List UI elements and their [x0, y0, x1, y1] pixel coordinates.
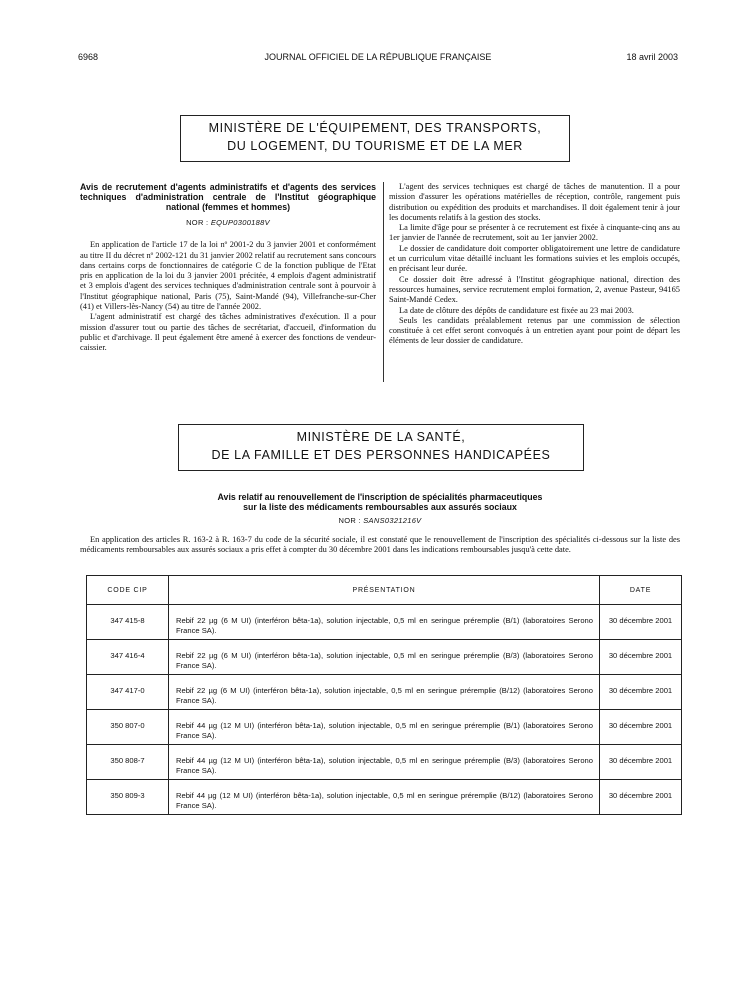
cell-code: 350 807-0: [87, 710, 169, 745]
journal-title: JOURNAL OFFICIEL DE LA RÉPUBLIQUE FRANÇAISE: [264, 52, 492, 62]
ministry-heading-equipement: [180, 115, 570, 162]
paragraph: La limite d'âge pour se présenter à ce recrutement est fixée à cinquante-cinq ans au 1er janvier de l'année de recrutement, soit au 1er janvier 2002.: [389, 223, 680, 243]
cell-presentation: Rebif 44 µg (12 M UI) (interféron bêta-1a), solution injectable, 0,5 ml en seringue préremplie (B/12) (laboratoires Serono France SA).: [169, 780, 600, 815]
cell-presentation: Rebif 44 µg (12 M UI) (interféron bêta-1a), solution injectable, 0,5 ml en seringue préremplie (B/1) (laboratoires Serono France SA).: [169, 710, 600, 745]
ministry-heading-line: MINISTÈRE DE L'ÉQUIPEMENT, DES TRANSPORTS,: [208, 121, 542, 135]
cell-date: 30 décembre 2001: [600, 745, 682, 780]
avis2-nor: [80, 516, 680, 525]
paragraph: L'agent administratif est chargé des tâches administratives d'exécution. Il a pour mission d'assurer tout ou partie des tâches de secrétariat, d'accueil, d'information du public et d'archivage. Il peut également être amené à exercer des fonctions de vendeur-caissier.: [80, 312, 376, 353]
column-header-code: CODE CIP: [87, 576, 169, 605]
ministry-heading-line: DU LOGEMENT, DU TOURISME ET DE LA MER: [227, 139, 523, 153]
publication-date: 18 avril 2003: [626, 52, 678, 62]
cell-date: 30 décembre 2001: [600, 710, 682, 745]
paragraph: Seuls les candidats préalablement retenus par une commission de sélection constituée à cet effet seront convoqués à un entretien ayant pour point de départ les éléments de leur dossier de candidature.: [389, 315, 680, 346]
table-header-row: [87, 576, 682, 605]
paragraph: Ce dossier doit être adressé à l'Institut géographique national, direction des ressources humaines, service recrutement emploi formation, 2, avenue Pasteur, 94165 Saint-Mandé Cedex.: [389, 274, 680, 305]
cell-presentation: Rebif 22 µg (6 M UI) (interféron bêta-1a), solution injectable, 0,5 ml en seringue préremplie (B/1) (laboratoires Serono France SA).: [169, 605, 600, 640]
cell-code: 347 416-4: [87, 640, 169, 675]
cell-date: 30 décembre 2001: [600, 675, 682, 710]
avis1-nor: [80, 218, 376, 228]
table-row: [87, 605, 682, 640]
cell-code: 347 417-0: [87, 675, 169, 710]
ministry-heading-line: MINISTÈRE DE LA SANTÉ,: [296, 430, 466, 444]
nor-code: SANS0321216V: [363, 516, 422, 525]
column-header-presentation: PRÉSENTATION: [169, 576, 600, 605]
avis2-section: [80, 492, 680, 556]
cell-date: 30 décembre 2001: [600, 640, 682, 675]
cell-date: 30 décembre 2001: [600, 780, 682, 815]
ministry-heading-line: DE LA FAMILLE ET DES PERSONNES HANDICAPÉES: [211, 448, 551, 462]
cell-code: 350 808-7: [87, 745, 169, 780]
avis2-title-line: Avis relatif au renouvellement de l'inscription de spécialités pharmaceutiques: [217, 492, 543, 502]
column-header-date: DATE: [600, 576, 682, 605]
avis1-right-column: [389, 182, 680, 347]
cell-presentation: Rebif 22 µg (6 M UI) (interféron bêta-1a), solution injectable, 0,5 ml en seringue préremplie (B/12) (laboratoires Serono France SA).: [169, 675, 600, 710]
avis2-title-line: sur la liste des médicaments remboursables aux assurés sociaux: [243, 502, 517, 512]
cell-presentation: Rebif 44 µg (12 M UI) (interféron bêta-1a), solution injectable, 0,5 ml en seringue préremplie (B/3) (laboratoires Serono France SA).: [169, 745, 600, 780]
specialites-table: [86, 575, 682, 815]
avis2-intro: En application des articles R. 163-2 à R. 163-7 du code de la sécurité sociale, il est constaté que le renouvellement de l'inscription des spécialités ci-dessous sur la liste des médicaments remboursables aux assurés sociaux a pris effet à compter du 30 décembre 2001 dans les indications remboursables jusqu'à cette date.: [80, 535, 680, 555]
paragraph: La date de clôture des dépôts de candidature est fixée au 23 mai 2003.: [399, 305, 634, 315]
table-row: [87, 710, 682, 745]
nor-code: EQUP0300188V: [210, 218, 270, 227]
nor-label: NOR :: [338, 516, 361, 525]
table-row: [87, 780, 682, 815]
cell-code: 347 415-8: [87, 605, 169, 640]
paragraph: Le dossier de candidature doit comporter obligatoirement une lettre de candidature et un curriculum vitae détaillé incluant les formations suivies et les emplois occupés, en précisant leur durée.: [389, 243, 680, 274]
table-row: [87, 675, 682, 710]
page-number: 6968: [78, 52, 99, 62]
avis1-title: Avis de recrutement d'agents administratifs et d'agents des services techniques d'administration centrale de l'Institut géographique national (femmes et hommes): [80, 182, 376, 212]
table-row: [87, 745, 682, 780]
page-header: [78, 52, 678, 66]
avis1-left-column: [80, 182, 376, 354]
table-row: [87, 640, 682, 675]
column-divider: [383, 182, 384, 382]
cell-presentation: Rebif 22 µg (6 M UI) (interféron bêta-1a), solution injectable, 0,5 ml en seringue préremplie (B/3) (laboratoires Serono France SA).: [169, 640, 600, 675]
paragraph: L'agent des services techniques est chargé de tâches de manutention. Il a pour mission d'assurer les opérations matérielles de réception, contrôle, rangement puis distribution ou expédition des produits et marchandises. Il doit également tenir à jour les documents relatifs à la gestion des stocks.: [389, 182, 680, 222]
ministry-heading-sante: [178, 424, 584, 471]
cell-code: 350 809-3: [87, 780, 169, 815]
paragraph: En application de l'article 17 de la loi nº 2001-2 du 3 janvier 2001 et conformément au titre II du décret nº 2002-121 du 31 janvier 2002 relatif au recrutement sans concours dans certains corps de fonctionnaires de catégorie C de la fonction publique de l'Etat pris en application de la loi du 3 janvier 2001 précitée, 4 emplois d'agent administratif et 3 emplois d'agent des services techniques d'administration centrale sont à pourvoir à l'Institut géographique national, Paris (75), Saint-Mandé (94), Villefranche-sur-Cher (41) et Villers-lès-Nancy (54) au titre de l'année 2002.: [80, 240, 376, 312]
cell-date: 30 décembre 2001: [600, 605, 682, 640]
nor-label: NOR :: [186, 218, 209, 227]
